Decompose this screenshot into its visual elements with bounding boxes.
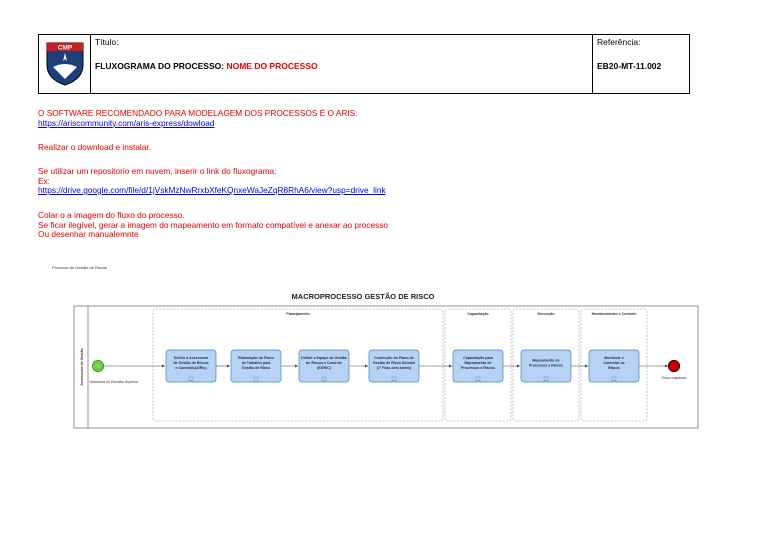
title-prefix: FLUXOGRAMA DO PROCESSO:: [95, 61, 227, 71]
task-label: (EGRIC): [317, 366, 331, 371]
task-label: e Controle(AGRic): [175, 366, 207, 371]
document-header: [38, 34, 690, 94]
cloud-line: Se utilizar um repositorio em nuvem, inserir o link do fluxograma:: [38, 166, 277, 176]
task-box: [231, 350, 281, 382]
software-link[interactable]: https://ariscommunity.com/aris-express/dowload: [38, 117, 215, 128]
task-label: Definir a Assessoria: [173, 355, 209, 360]
task-boxes: [166, 350, 639, 382]
start-event-icon: [93, 361, 104, 372]
title-label: Título:: [95, 37, 119, 47]
task-label: Elaboração do Plano: [238, 355, 274, 360]
logo-cell: [39, 35, 91, 93]
document-title: [95, 61, 318, 71]
paste-block: [38, 211, 388, 240]
task-box: [299, 350, 349, 382]
task-label: Mapeamento de: [464, 361, 492, 365]
task-label: de Riscos e Controle: [306, 361, 342, 365]
process-name: NOME DO PROCESSO: [226, 61, 318, 71]
lane-label: Assessoria de Gestão: [80, 348, 84, 386]
reference-cell: [593, 35, 689, 93]
task-box: [453, 350, 503, 382]
diagram-title: MACROPROCESSO GESTÃO DE RISCO: [291, 292, 435, 301]
shield-logo-icon: [45, 41, 85, 87]
task-label: Mapeamento de: [532, 358, 560, 363]
end-event-icon: [669, 361, 680, 372]
task-label: (1ª Fase-sem anexo): [376, 366, 412, 371]
end-label: Risco mapeado: [661, 376, 687, 380]
logo-text: CMP: [57, 44, 72, 52]
task-box: [166, 350, 216, 382]
process-diagram: [38, 258, 703, 438]
group-label: Capacitação: [467, 312, 489, 316]
task-label: Controlar os: [603, 361, 625, 365]
group-label: Planejamento: [286, 312, 310, 316]
task-label: Monitorar e: [604, 355, 624, 360]
task-label: Gestão de Risco Setorial: [372, 361, 416, 365]
task-label: Definir a Equipe de Gestão: [301, 355, 347, 360]
task-label: Capacitação para: [463, 355, 493, 360]
download-line: Realizar o download e instalar.: [38, 142, 151, 152]
illegible-line: Se ficar ilegível, gerar a imagem do mapeamento em formato compatível e anexar ao processo: [38, 219, 389, 230]
task-label: de Trabalho para: [241, 361, 271, 365]
reference-label: Referência:: [597, 37, 641, 47]
task-label: de Gestão de Riscos: [173, 361, 209, 365]
cloud-block: [38, 167, 386, 196]
manual-line: Ou desenhar manualemnte: [38, 229, 139, 239]
task-label: Gestão de Risco: [241, 366, 271, 371]
group-label: Execução: [537, 312, 555, 316]
task-label: Riscos: [608, 366, 620, 371]
start-label: Demanda do Escalão Superior: [89, 380, 139, 384]
task-box: [589, 350, 639, 382]
task-label: Processos e Riscos: [461, 366, 495, 371]
paste-line: Colar o a imagem do fluxo do processo.: [38, 210, 185, 220]
diagram-caption: Processo de Gestão de Riscos: [52, 265, 107, 270]
example-label: Ex:: [38, 175, 50, 186]
task-box: [521, 350, 571, 382]
title-cell: [91, 35, 593, 93]
task-label: Processos e Riscos: [529, 363, 563, 368]
example-link[interactable]: https://drive.google.com/file/d/1jVskMzNwRrxbXfeKQnxeWaJeZqR8RhA6/view?usp=drive_link: [38, 185, 386, 195]
group-label: Monitoramento e Controle: [591, 312, 637, 316]
software-block: [38, 109, 357, 128]
reference-value: EB20-MT-11.002: [597, 61, 662, 71]
task-label: Confecção do Plano de: [374, 355, 414, 360]
task-box: [369, 350, 419, 382]
software-line: O SOFTWARE RECOMENDADO PARA MODELAGEM DOS PROCESSOS É O ARIS:: [38, 108, 358, 118]
